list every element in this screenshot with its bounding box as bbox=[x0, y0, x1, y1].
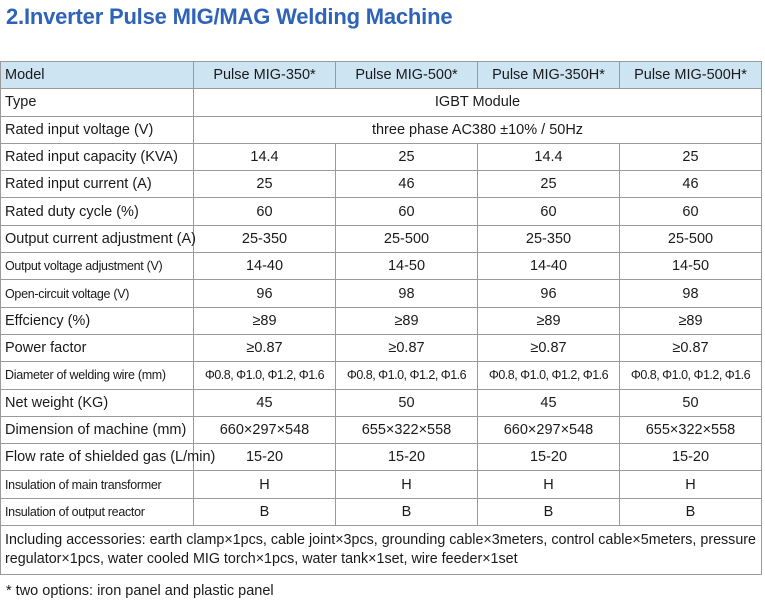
value-cell: 14-40 bbox=[194, 253, 336, 280]
value-cell: ≥0.87 bbox=[194, 334, 336, 361]
spec-table bbox=[0, 61, 762, 575]
table-row bbox=[1, 307, 762, 334]
value-cell: 60 bbox=[478, 198, 620, 225]
table-row bbox=[1, 171, 762, 198]
table-row bbox=[1, 253, 762, 280]
value-cell: 25 bbox=[478, 171, 620, 198]
header-cell-model: Pulse MIG-500H* bbox=[620, 62, 762, 89]
value-cell: 96 bbox=[478, 280, 620, 307]
row-label: Rated input capacity (KVA) bbox=[1, 143, 194, 170]
value-cell: ≥89 bbox=[478, 307, 620, 334]
row-label: Rated input current (A) bbox=[1, 171, 194, 198]
value-cell: 25-500 bbox=[336, 225, 478, 252]
value-cell: 15-20 bbox=[336, 444, 478, 471]
value-cell: Φ0.8, Φ1.0, Φ1.2, Φ1.6 bbox=[194, 362, 336, 389]
value-cell: 15-20 bbox=[478, 444, 620, 471]
accessories-row bbox=[1, 526, 762, 575]
value-cell: 98 bbox=[620, 280, 762, 307]
value-cell: 96 bbox=[194, 280, 336, 307]
table-row bbox=[1, 198, 762, 225]
row-label: Insulation of main transformer bbox=[1, 471, 194, 498]
value-cell: 655×322×558 bbox=[620, 416, 762, 443]
value-cell: B bbox=[336, 498, 478, 525]
value-cell: 98 bbox=[336, 280, 478, 307]
table-row bbox=[1, 334, 762, 361]
value-cell: 25 bbox=[336, 143, 478, 170]
row-label: Diameter of welding wire (mm) bbox=[1, 362, 194, 389]
value-cell: B bbox=[194, 498, 336, 525]
row-label: Dimension of machine (mm) bbox=[1, 416, 194, 443]
value-cell: 50 bbox=[620, 389, 762, 416]
footnote: * two options: iron panel and plastic panel bbox=[6, 583, 274, 599]
table-row bbox=[1, 89, 762, 116]
value-cell: Φ0.8, Φ1.0, Φ1.2, Φ1.6 bbox=[620, 362, 762, 389]
value-cell: B bbox=[620, 498, 762, 525]
row-label: Flow rate of shielded gas (L/min) bbox=[1, 444, 194, 471]
value-cell: 660×297×548 bbox=[478, 416, 620, 443]
value-cell: 25 bbox=[194, 171, 336, 198]
value-cell: 14.4 bbox=[478, 143, 620, 170]
value-cell: 60 bbox=[194, 198, 336, 225]
value-cell: 45 bbox=[478, 389, 620, 416]
value-cell: 25-350 bbox=[478, 225, 620, 252]
value-cell: 15-20 bbox=[194, 444, 336, 471]
row-label: Power factor bbox=[1, 334, 194, 361]
value-cell: Φ0.8, Φ1.0, Φ1.2, Φ1.6 bbox=[336, 362, 478, 389]
value-cell: 46 bbox=[336, 171, 478, 198]
value-cell: 660×297×548 bbox=[194, 416, 336, 443]
value-cell: 50 bbox=[336, 389, 478, 416]
value-cell: ≥0.87 bbox=[478, 334, 620, 361]
value-cell: 14.4 bbox=[194, 143, 336, 170]
value-cell: ≥89 bbox=[194, 307, 336, 334]
value-cell: H bbox=[478, 471, 620, 498]
header-cell-model: Pulse MIG-500* bbox=[336, 62, 478, 89]
value-cell: B bbox=[478, 498, 620, 525]
accessories-text: Including accessories: earth clamp×1pcs, cable joint×3pcs, grounding cable×3meters, control cable×5meters, pressure regulator×1pcs, water cooled MIG torch×1pcs, water tank×1set, wire feeder×1set bbox=[1, 526, 762, 575]
value-cell: H bbox=[336, 471, 478, 498]
table-row bbox=[1, 143, 762, 170]
value-cell: 25-350 bbox=[194, 225, 336, 252]
value-cell: 60 bbox=[620, 198, 762, 225]
value-cell: 15-20 bbox=[620, 444, 762, 471]
header-cell-model: Pulse MIG-350* bbox=[194, 62, 336, 89]
value-cell: ≥89 bbox=[620, 307, 762, 334]
row-label: Type bbox=[1, 89, 194, 116]
value-cell: ≥89 bbox=[336, 307, 478, 334]
value-cell: Φ0.8, Φ1.0, Φ1.2, Φ1.6 bbox=[478, 362, 620, 389]
header-cell-label: Model bbox=[1, 62, 194, 89]
table-row bbox=[1, 225, 762, 252]
value-cell: H bbox=[194, 471, 336, 498]
value-cell: 655×322×558 bbox=[336, 416, 478, 443]
table-row bbox=[1, 280, 762, 307]
header-cell-model: Pulse MIG-350H* bbox=[478, 62, 620, 89]
value-cell: 46 bbox=[620, 171, 762, 198]
value-cell: 25 bbox=[620, 143, 762, 170]
value-cell: 45 bbox=[194, 389, 336, 416]
value-cell: 14-50 bbox=[336, 253, 478, 280]
row-label: Insulation of output reactor bbox=[1, 498, 194, 525]
merged-value-cell: three phase AC380 ±10% / 50Hz bbox=[194, 116, 762, 143]
table-row bbox=[1, 471, 762, 498]
row-label: Output current adjustment (A) bbox=[1, 225, 194, 252]
table-row bbox=[1, 362, 762, 389]
value-cell: 25-500 bbox=[620, 225, 762, 252]
value-cell: ≥0.87 bbox=[620, 334, 762, 361]
table-row bbox=[1, 444, 762, 471]
row-label: Rated duty cycle (%) bbox=[1, 198, 194, 225]
value-cell: 14-40 bbox=[478, 253, 620, 280]
value-cell: 14-50 bbox=[620, 253, 762, 280]
row-label: Open-circuit voltage (V) bbox=[1, 280, 194, 307]
table-row bbox=[1, 416, 762, 443]
value-cell: H bbox=[620, 471, 762, 498]
merged-value-cell: IGBT Module bbox=[194, 89, 762, 116]
table-header-row bbox=[1, 62, 762, 89]
table-row bbox=[1, 389, 762, 416]
row-label: Output voltage adjustment (V) bbox=[1, 253, 194, 280]
table-row bbox=[1, 498, 762, 525]
row-label: Rated input voltage (V) bbox=[1, 116, 194, 143]
row-label: Effciency (%) bbox=[1, 307, 194, 334]
page-title: 2.Inverter Pulse MIG/MAG Welding Machine bbox=[6, 4, 453, 29]
value-cell: ≥0.87 bbox=[336, 334, 478, 361]
table-row bbox=[1, 116, 762, 143]
row-label: Net weight (KG) bbox=[1, 389, 194, 416]
value-cell: 60 bbox=[336, 198, 478, 225]
